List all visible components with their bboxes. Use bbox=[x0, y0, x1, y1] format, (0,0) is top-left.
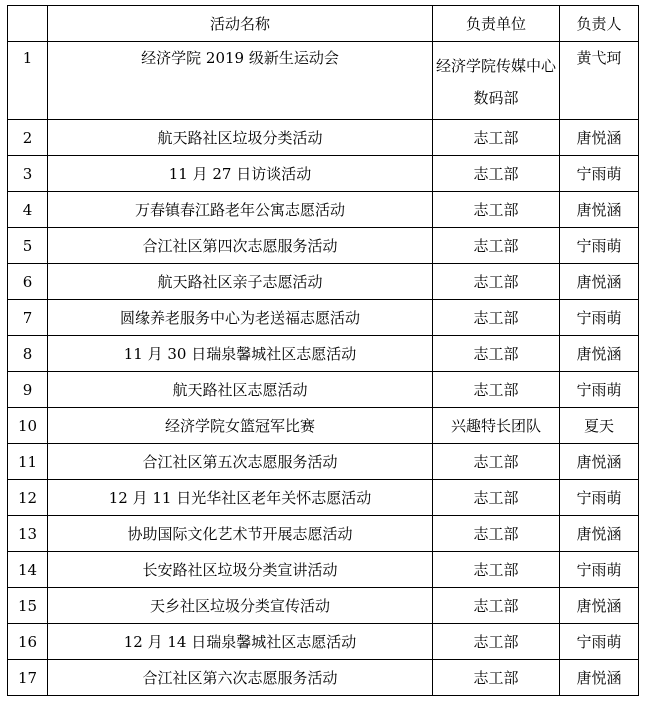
table-row bbox=[8, 444, 639, 480]
row-number: 5 bbox=[8, 228, 48, 264]
activity-name: 经济学院女篮冠军比赛 bbox=[48, 408, 433, 444]
row-number: 1 bbox=[8, 42, 48, 120]
responsible-person: 唐悦涵 bbox=[560, 120, 639, 156]
table-row bbox=[8, 120, 639, 156]
responsible-unit: 志工部 bbox=[433, 444, 560, 480]
activity-name: 合江社区第五次志愿服务活动 bbox=[48, 444, 433, 480]
activity-name: 协助国际文化艺术节开展志愿活动 bbox=[48, 516, 433, 552]
row-number: 17 bbox=[8, 660, 48, 696]
row-number: 4 bbox=[8, 192, 48, 228]
activity-name: 合江社区第四次志愿服务活动 bbox=[48, 228, 433, 264]
activity-name: 天乡社区垃圾分类宣传活动 bbox=[48, 588, 433, 624]
activity-name: 12 月 11 日光华社区老年关怀志愿活动 bbox=[48, 480, 433, 516]
table-row bbox=[8, 156, 639, 192]
table-row bbox=[8, 336, 639, 372]
responsible-person: 黄弋珂 bbox=[560, 42, 639, 120]
row-number: 13 bbox=[8, 516, 48, 552]
row-number: 10 bbox=[8, 408, 48, 444]
activity-name: 12 月 14 日瑞泉馨城社区志愿活动 bbox=[48, 624, 433, 660]
responsible-unit: 志工部 bbox=[433, 156, 560, 192]
activity-name: 长安路社区垃圾分类宣讲活动 bbox=[48, 552, 433, 588]
row-number: 11 bbox=[8, 444, 48, 480]
activity-name: 万春镇春江路老年公寓志愿活动 bbox=[48, 192, 433, 228]
responsible-person: 夏天 bbox=[560, 408, 639, 444]
responsible-unit: 志工部 bbox=[433, 588, 560, 624]
responsible-person: 唐悦涵 bbox=[560, 264, 639, 300]
responsible-person: 宁雨萌 bbox=[560, 300, 639, 336]
table-row bbox=[8, 480, 639, 516]
activity-name: 航天路社区亲子志愿活动 bbox=[48, 264, 433, 300]
responsible-unit: 经济学院传媒中心数码部 bbox=[433, 42, 560, 120]
responsible-person: 唐悦涵 bbox=[560, 192, 639, 228]
responsible-person: 宁雨萌 bbox=[560, 624, 639, 660]
table-row bbox=[8, 408, 639, 444]
activity-name: 经济学院 2019 级新生运动会 bbox=[48, 42, 433, 120]
table-row bbox=[8, 624, 639, 660]
responsible-person: 唐悦涵 bbox=[560, 588, 639, 624]
responsible-unit: 志工部 bbox=[433, 300, 560, 336]
table-row bbox=[8, 552, 639, 588]
table-row bbox=[8, 264, 639, 300]
activity-name: 合江社区第六次志愿服务活动 bbox=[48, 660, 433, 696]
header-responsible-unit: 负责单位 bbox=[433, 6, 560, 42]
responsible-person: 唐悦涵 bbox=[560, 336, 639, 372]
responsible-person: 宁雨萌 bbox=[560, 228, 639, 264]
responsible-unit: 志工部 bbox=[433, 552, 560, 588]
row-number: 14 bbox=[8, 552, 48, 588]
table-row bbox=[8, 516, 639, 552]
responsible-person: 唐悦涵 bbox=[560, 444, 639, 480]
header-activity-name: 活动名称 bbox=[48, 6, 433, 42]
responsible-unit: 志工部 bbox=[433, 120, 560, 156]
responsible-unit: 志工部 bbox=[433, 372, 560, 408]
responsible-unit: 志工部 bbox=[433, 192, 560, 228]
activities-table bbox=[7, 5, 639, 696]
responsible-person: 唐悦涵 bbox=[560, 660, 639, 696]
row-number: 16 bbox=[8, 624, 48, 660]
responsible-person: 宁雨萌 bbox=[560, 156, 639, 192]
responsible-unit: 兴趣特长团队 bbox=[433, 408, 560, 444]
row-number: 7 bbox=[8, 300, 48, 336]
responsible-person: 唐悦涵 bbox=[560, 516, 639, 552]
activity-name: 11 月 27 日访谈活动 bbox=[48, 156, 433, 192]
row-number: 12 bbox=[8, 480, 48, 516]
row-number: 6 bbox=[8, 264, 48, 300]
header-row bbox=[8, 6, 639, 42]
row-number: 9 bbox=[8, 372, 48, 408]
table-row bbox=[8, 192, 639, 228]
row-number: 8 bbox=[8, 336, 48, 372]
responsible-unit: 志工部 bbox=[433, 516, 560, 552]
activity-name: 航天路社区志愿活动 bbox=[48, 372, 433, 408]
responsible-unit: 志工部 bbox=[433, 480, 560, 516]
table-row bbox=[8, 42, 639, 120]
responsible-person: 宁雨萌 bbox=[560, 480, 639, 516]
responsible-person: 宁雨萌 bbox=[560, 552, 639, 588]
responsible-unit: 志工部 bbox=[433, 228, 560, 264]
activity-name: 航天路社区垃圾分类活动 bbox=[48, 120, 433, 156]
activity-name: 11 月 30 日瑞泉馨城社区志愿活动 bbox=[48, 336, 433, 372]
row-number: 3 bbox=[8, 156, 48, 192]
row-number: 15 bbox=[8, 588, 48, 624]
header-no bbox=[8, 6, 48, 42]
table-row bbox=[8, 372, 639, 408]
table-row bbox=[8, 588, 639, 624]
table-row bbox=[8, 228, 639, 264]
responsible-person: 宁雨萌 bbox=[560, 372, 639, 408]
responsible-unit: 志工部 bbox=[433, 336, 560, 372]
responsible-unit: 志工部 bbox=[433, 660, 560, 696]
responsible-unit: 志工部 bbox=[433, 624, 560, 660]
table-row bbox=[8, 660, 639, 696]
row-number: 2 bbox=[8, 120, 48, 156]
table-row bbox=[8, 300, 639, 336]
responsible-unit: 志工部 bbox=[433, 264, 560, 300]
header-responsible-person: 负责人 bbox=[560, 6, 639, 42]
activity-name: 圆缘养老服务中心为老送福志愿活动 bbox=[48, 300, 433, 336]
